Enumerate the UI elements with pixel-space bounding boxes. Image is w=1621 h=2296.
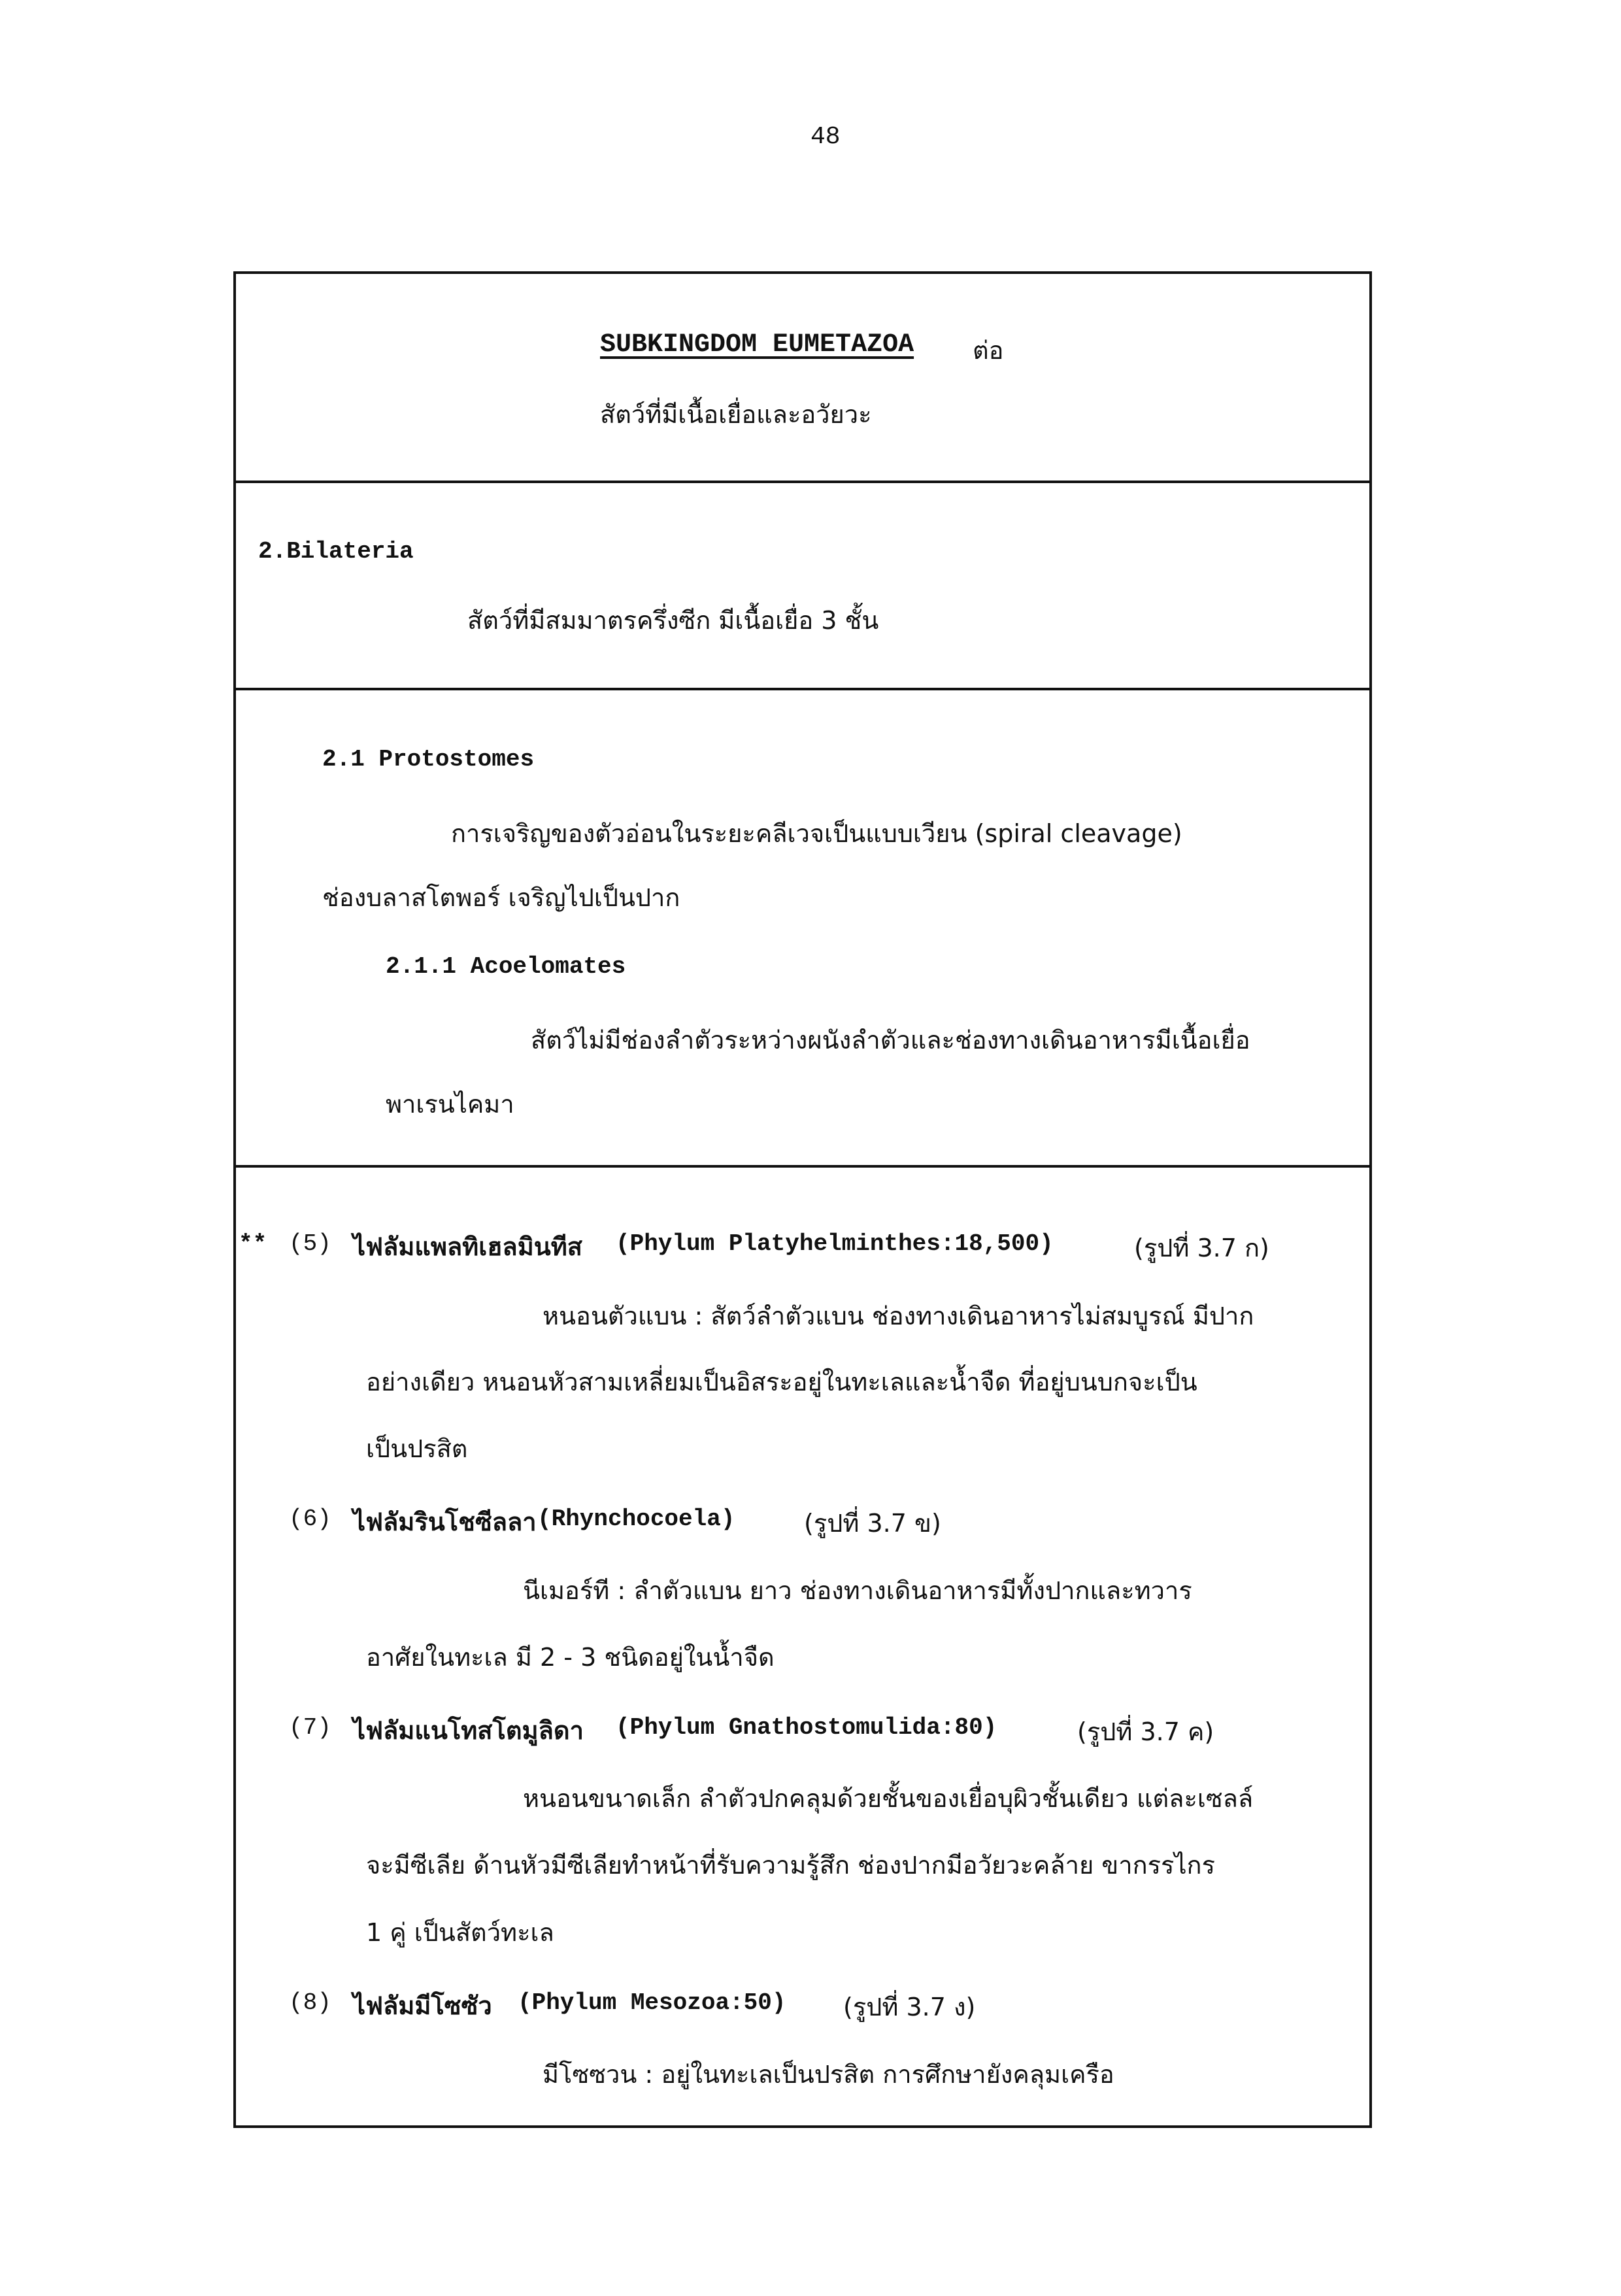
phylum-description-line: นีเมอร์ที : ลำตัวแบน ยาว ช่องทางเดินอาหารมีทั้งปากและทวาร [523, 1576, 1192, 1605]
phylum-description-line: อย่างเดียว หนอนหัวสามเหลี่ยมเป็นอิสระอยู่ในทะเลและน้ำจืด ที่อยู่บนบกจะเป็น [366, 1368, 1197, 1396]
phylum-thai-name: ไฟลัมแพลทิเฮลมินทีส [353, 1232, 582, 1261]
phylum-number: (5) [289, 1230, 331, 1257]
section-heading-acoelomates: 2.1.1 Acoelomates [386, 953, 626, 980]
section-description: สัตว์ที่มีสมมาตรครึ่งซีก มีเนื้อเยื่อ 3 ชั้น [467, 606, 879, 635]
section-heading-protostomes: 2.1 Protostomes [322, 746, 535, 773]
phylum-latin-name: (Phylum Gnathostomulida:80) [616, 1714, 997, 1741]
phylum-thai-name: ไฟลัมแนโทสโตมูลิดา [353, 1716, 584, 1745]
divider [233, 1165, 1372, 1168]
phylum-description-line: มีโซซวน : อยู่ในทะเลเป็นปรสิต การศึกษายังคลุมเครือ [543, 2060, 1114, 2089]
phylum-number: (7) [289, 1714, 331, 1741]
phylum-latin-name: (Phylum Mesozoa:50) [518, 1989, 786, 2016]
header-title: SUBKINGDOM EUMETAZOA [600, 330, 914, 360]
phylum-description-line: อาศัยในทะเล มี 2 - 3 ชนิดอยู่ในน้ำจืด [366, 1643, 775, 1672]
figure-reference: (รูปที่ 3.7 ข) [804, 1509, 941, 1538]
section-line: การเจริญของตัวอ่อนในระยะคลีเวจเป็นแบบเวียน (spiral cleavage) [451, 819, 1182, 848]
section-line: พาเรนไคมา [386, 1090, 514, 1119]
divider [233, 481, 1372, 483]
phylum-description-line: หนอนตัวแบน : สัตว์ลำตัวแบน ช่องทางเดินอาหารไม่สมบูรณ์ มีปาก [543, 1302, 1254, 1330]
important-marker: ** [239, 1230, 267, 1257]
phylum-thai-name: ไฟลัมรินโชซีลลา [353, 1508, 537, 1536]
phylum-description-line: 1 คู่ เป็นสัตว์ทะเล [366, 1918, 554, 1947]
divider [233, 688, 1372, 690]
figure-reference: (รูปที่ 3.7 ง) [843, 1993, 976, 2021]
phylum-number: (6) [289, 1506, 331, 1532]
header-subtitle: สัตว์ที่มีเนื้อเยื่อและอวัยวะ [600, 400, 872, 429]
phylum-description-line: จะมีซีเลีย ด้านหัวมีซีเลียทำหน้าที่รับความรู้สึก ช่องปากมีอวัยวะคล้าย ขากรรไกร [366, 1851, 1215, 1880]
phylum-description-line: หนอนขนาดเล็ก ลำตัวปกคลุมด้วยชั้นของเยื่อบุผิวชั้นเดียว แต่ละเซลล์ [523, 1784, 1254, 1813]
phylum-thai-name: ไฟลัมมีโซซัว [353, 1991, 492, 2020]
figure-reference: (รูปที่ 3.7 ก) [1134, 1234, 1269, 1262]
phylum-description-line: เป็นปรสิต [366, 1434, 468, 1463]
phylum-number: (8) [289, 1989, 331, 2016]
section-line: สัตว์ไม่มีช่องลำตัวระหว่างผนังลำตัวและช่องทางเดินอาหารมีเนื้อเยื่อ [531, 1026, 1250, 1055]
section-heading-bilateria: 2.Bilateria [258, 538, 414, 565]
page-number: 48 [811, 123, 841, 151]
phylum-latin-name: (Rhynchocoela) [537, 1506, 735, 1532]
figure-reference: (รูปที่ 3.7 ค) [1077, 1717, 1214, 1746]
header-title-suffix: ต่อ [973, 336, 1004, 365]
section-line: ช่องบลาสโตพอร์ เจริญไปเป็นปาก [322, 883, 680, 912]
phylum-latin-name: (Phylum Platyhelminthes:18,500) [616, 1230, 1054, 1257]
